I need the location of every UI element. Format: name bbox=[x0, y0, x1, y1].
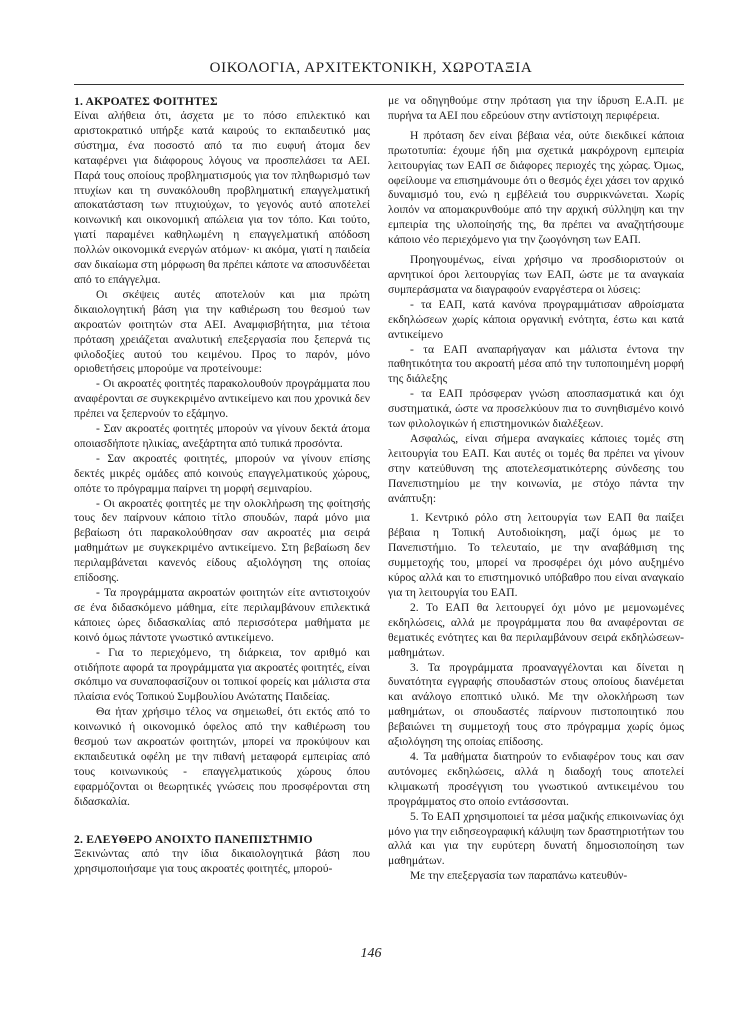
list-item: - τα ΕΑΠ πρόσφεραν γνώση αποσπασματικά και όχι συστηματικά, ώστε να προσελκύουν πια το συνηθισμένο κοινό των φιλολογικών ή επιστημονικών διαλέξεων. bbox=[388, 387, 684, 431]
numbered-item: 5. Το ΕΑΠ χρησιμοποιεί τα μέσα μαζικής επικοινωνίας όχι μόνο για την ειδησεογραφική κάλυψη των δραστηριοτήτων του αλλά και για την ευρύτερη δυνατή δημοσιοποίηση των μαθημάτων. bbox=[388, 809, 685, 868]
paragraph: Οι σκέψεις αυτές αποτελούν και μια πρώτη δικαιολογητική βάση για την καθιέρωση του θεσμού των ακροατών φοιτητών στα ΑΕΙ. Αναμφισβήτητα, μια τέτοια πρόταση χρειάζεται αναλυτική επεξεργασία που ξεπερνά τις φιλοδοξίες αυτού του κειμένου. Προς το παρόν, μόνο οριοθετήσεις μπορούμε να προτείνουμε: bbox=[74, 287, 370, 376]
list-item: - Σαν ακροατές φοιτητές μπορούν να γίνουν δεκτά άτομα οποιασδήποτε ηλικίας, ανεξάρτητα από τυπικά προσόντα. bbox=[74, 422, 370, 450]
list-item: - τα ΕΑΠ αναπαρήγαγαν και μάλιστα έντονα την παθητικότητα του ακροατή μέσα από την τυποποιημένη μορφή της διάλεξης bbox=[388, 342, 684, 386]
paragraph: Ξεκινώντας από την ίδια δικαιολογητικά βάση που χρησιμοποιήσαμε για τους ακροατές φοιτητές, μπορού- bbox=[74, 846, 370, 875]
numbered-item: 1. Κεντρικό ρόλο στη λειτουργία των ΕΑΠ θα παίξει βέβαια η Τοπική Αυτοδιοίκηση, μαζί όμως με το Πανεπιστήμιο. Το τελευταίο, με την αναβάθμιση της συμμετοχής του, μπορεί να προσφέρει όχι μόνο αυξημένο κύρος αλλά και το επιστημονικό υπόβαθρο που είναι αναγκαίο για τη λειτουργία του ΕΑΠ. bbox=[388, 511, 684, 599]
paragraph: Με την επεξεργασία των παραπάνω κατευθύν- bbox=[410, 869, 628, 883]
list-item: - Οι ακροατές φοιτητές παρακολουθούν προγράμματα που αναφέρονται σε συγκεκριμένο αντικείμενο και που χρονικά δεν πρέπει να ξεπερνούν το εξάμηνο. bbox=[74, 377, 370, 421]
page-number: 146 bbox=[360, 946, 382, 961]
left-column bbox=[74, 94, 370, 876]
paragraph: με να οδηγηθούμε στην πρόταση για την ίδρυση Ε.Α.Π. με πυρήνα τα ΑΕΙ που εδρεύουν στην αντίστοιχη περιφέρεια. bbox=[388, 94, 684, 122]
paragraph: Ασφαλώς, είναι σήμερα αναγκαίες κάποιες τομές στη λειτουργία του ΕΑΠ. Και αυτές οι τομές θα πρέπει να γίνουν στην κατεύθυνση της αποτελεσματικότερης σύνδεσης του Πανεπιστημίου με την κοινωνία, με στόχο πάντα την ανάπτυξη: bbox=[388, 431, 684, 505]
list-item: - Τα προγράμματα ακροατών φοιτητών είτε αντιστοιχούν σε ένα διδασκόμενο μάθημα, είτε περιλαμβάνουν επιλεκτικά κάποιες ώρες διδασκαλίας από περισσότερα μαθήματα με κοινό όμως πάντοτε γνωστικό αντικείμενο. bbox=[74, 586, 370, 644]
running-header: ΟΙΚΟΛΟΓΙΑ, ΑΡΧΙΤΕΚΤΟΝΙΚΗ, ΧΩΡΟΤΑΞΙΑ bbox=[209, 60, 533, 76]
numbered-item: 4. Τα μαθήματα διατηρούν το ενδιαφέρον τους και σαν αυτόνομες εκδηλώσεις, αλλά η διαδοχή τους αποτελεί κλιμακωτή προσέγγιση του γνωστικού αντικειμένου του προγράμματος στο οποίο εντάσσονται. bbox=[388, 749, 684, 808]
list-item: - τα ΕΑΠ, κατά κανόνα προγραμμάτισαν αθροίσματα εκδηλώσεων χωρίς κάποια οργανική ενότητα, έστω και κατά αντικείμενο bbox=[388, 297, 684, 341]
list-item: - Σαν ακροατές φοιτητές, μπορούν να γίνουν επίσης δεκτές μικρές ομάδες από κοινούς επαγγελματικούς χώρους, οπότε το πρόγραμμα παίρνει τη μορφή σεμιναρίου. bbox=[74, 451, 370, 495]
list-item: - Οι ακροατές φοιτητές με την ολοκλήρωση της φοίτησής τους δεν παίρνουν κάποιο τίτλο σπουδών, παρά μόνο μια βεβαίωση ότι παρακολούθησαν σαν ακροατές μια σειρά μαθημάτων με συγκεκριμένο αντικείμενο. Στη βεβαίωση δεν περιλαμβάνεται κανενός είδους αξιολόγηση της οποίας επίδοσης. bbox=[74, 496, 370, 585]
right-column bbox=[388, 94, 684, 884]
paragraph: Η πρόταση δεν είναι βέβαια νέα, ούτε διεκδικεί κάποια πρωτοτυπία: έχουμε ήδη μια σχετικά μακρόχρονη εμπειρία λειτουργίας των ΕΑΠ σε διάφορες περιοχές της χώρας. Όμως, οφείλουμε να επισημάνουμε ότι ο θεσμός έχει χάσει τον αρχικό δυναμισμό του, ενώ η εμβέλειά του συρρικνώνεται. Χωρίς λοιπόν να απομακρυνθούμε από την αρχική σύλληψη και την εμπειρία της υλοποίησής της, θα πρέπει να αναζητήσουμε κάποιο νέο περιεχόμενο για την ζωογόνηση των ΕΑΠ. bbox=[388, 128, 684, 247]
paragraph: Είναι αλήθεια ότι, άσχετα με το πόσο επιλεκτικό και αριστοκρατικό υπήρξε κατά καιρούς το εκπαιδευτικό μας σύστημα, ένα ποσοστό από τα πιο ευφυή άτομα δεν καταφέρνει για διάφορους λόγους να προσπελάσει τα ΑΕΙ. Παρά τους οποίους προβληματισμούς για τον πληθωρισμό των πτυχίων και τη συνακόλουθη προβληματική επαγγελματική αποκατάσταση των πτυχιούχων, το γεγονός αυτό αποτελεί κοινωνική και οικονομική απώλεια για τον τόπο. Και τούτο, γιατί παραμένει καθηλωμένη η επαγγελματική απόδοση πολλών οικονομικά ενεργών ατόμων· κι ακόμα, γιατί η παιδεία σαν δικαίωμα στη μόρφωση θα πρέπει κάποτε να αποσυνδέεται από το επάγγελμα. bbox=[74, 109, 370, 286]
list-item: - Για το περιεχόμενο, τη διάρκεια, τον αριθμό και οτιδήποτε αφορά τα προγράμματα για ακροατές φοιτητές, είναι σκόπιμο να συναποφασίζουν οι τοπικοί φορείς και μάλιστα στα πλαίσια ενός Τοπικού Συμβουλίου Ανώτατης Παιδείας. bbox=[74, 645, 370, 704]
section-heading-1: 1. ΑΚΡΟΑΤΕΣ ΦΟΙΤΗΤΕΣ bbox=[74, 95, 218, 108]
numbered-item: 2. Το ΕΑΠ θα λειτουργεί όχι μόνο με μεμονωμένες εκδηλώσεις, αλλά με προγράμματα που θα αναφέρονται σε θεματικές ενότητες και θα περιλαμβάνουν σειρά εκδηλώσεων-μαθημάτων. bbox=[388, 600, 684, 659]
paragraph: Προηγουμένως, είναι χρήσιμο να προσδιοριστούν οι αρνητικοί όροι λειτουργίας των ΕΑΠ, ώστε με τα αναγκαία συμπεράσματα να διαγραφούν εναργέστερα οι λύσεις: bbox=[388, 253, 684, 296]
header-rule bbox=[74, 84, 684, 85]
paragraph: Θα ήταν χρήσιμο τέλος να σημειωθεί, ότι εκτός από το κοινωνικό ή οικονομικό όφελος από την καθιέρωση του θεσμού των ακροατών φοιτητών, μπορεί να προκύψουν και εκπαιδευτικά οφέλη με την πιθανή μεταφορά εμπειρίας από τους κοινωνικούς - επαγγελματικούς χώρους όπου εφαρμόζονται οι θεωρητικές γνώσεις που προσφέρονται στη διδασκαλία. bbox=[74, 705, 370, 808]
numbered-item: 3. Τα προγράμματα προαναγγέλονται και δίνεται η δυνατότητα εγγραφής σπουδαστών στους οποίους διανέμεται και ανάλογο εποπτικό υλικό. Με την ολοκλήρωση των μαθημάτων, οι σπουδαστές παίρνουν πιστοποιητικό που βεβαιώνει τη συμμετοχή τους στο πρόγραμμα χωρίς όμως αξιολόγηση της οποίας επίδοσης. bbox=[388, 660, 684, 749]
section-heading-2: 2. ΕΛΕΥΘΕΡΟ ΑΝΟΙΧΤΟ ΠΑΝΕΠΙΣΤΗΜΙΟ bbox=[74, 832, 313, 846]
